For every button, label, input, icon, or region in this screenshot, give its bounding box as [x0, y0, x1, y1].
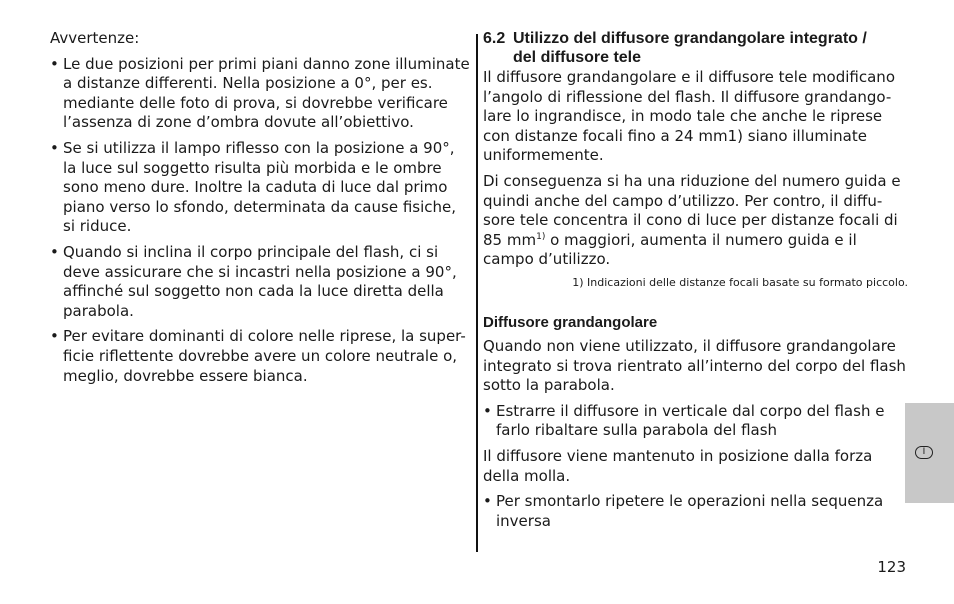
section-number: 6.2	[483, 30, 506, 47]
column-divider	[476, 34, 478, 552]
language-tab	[905, 403, 954, 503]
bullet-item: • Per smontarlo ripetere le operazioni nella sequenza inversa	[483, 492, 908, 531]
bullet-item: • Quando si inclina il corpo principale del flash, ci si deve assicurare che si incastri nella posizione a 90°, affinché sul soggetto non cada la luce diretta della parabola.	[50, 243, 470, 321]
paragraph-text: Di conseguenza si ha una riduzione del numero guida e quindi anche del campo d’utilizzo. Per contro, il diffu-sore tele concentra il cono di luce per distanze focali di 85 mm	[483, 171, 901, 249]
right-column	[483, 29, 908, 537]
footnote-ref: 1)	[536, 231, 546, 242]
page-number: 123	[877, 558, 906, 576]
bullet-item: • Le due posizioni per primi piani danno zone illuminate a distanze differenti. Nella posizione a 0°, per es. mediante delle foto di prova, si dovrebbe verificare l’assenza di zone d’ombra dovute all’obiettivo.	[50, 55, 470, 133]
bullet-item: • Per evitare dominanti di colore nelle riprese, la super-ficie riflettente dovrebbe avere un colore neutrale o, meglio, dovrebbe essere bianca.	[50, 327, 470, 386]
bullet-item: • Se si utilizza il lampo riflesso con la posizione a 90°, la luce sul soggetto risulta più morbida e le ombre sono meno dure. Inoltre la caduta di luce dal primo piano verso lo sfondo, determinata da cause fisiche, si riduce.	[50, 139, 470, 237]
paragraph	[483, 172, 908, 270]
paragraph: Quando non viene utilizzato, il diffusore grandangolare integrato si trova rientrato all’interno del corpo del flash sotto la parabola.	[483, 336, 906, 395]
subheading: Diffusore grandangolare	[483, 313, 658, 331]
paragraph: Il diffusore viene mantenuto in posizione dalla forza della molla.	[483, 446, 873, 485]
language-marker-icon: I	[915, 446, 933, 459]
paragraph: Il diffusore grandangolare e il diffusore tele modificano l’angolo di riflessione del flash. Il diffusore grandango-lare lo ingrandisce, in modo tale che anche le riprese con distanze focali fino a 24 mm1) siano illuminate uniformemente.	[483, 68, 895, 165]
footnote: 1) Indicazioni delle distanze focali basate su formato piccolo.	[572, 275, 908, 289]
section-title-line2: del diffusore tele	[513, 49, 642, 66]
warnings-intro: Avvertenze:	[50, 29, 140, 47]
paragraph-text: o maggiori, aumenta il numero guida e il campo d’utilizzo.	[483, 230, 857, 269]
section-heading	[483, 29, 908, 67]
left-column	[50, 29, 470, 392]
bullet-item: • Estrarre il diffusore in verticale dal corpo del flash e farlo ribaltare sulla parabola del flash	[483, 402, 908, 441]
section-title-line1: Utilizzo del diffusore grandangolare integrato /	[513, 30, 867, 47]
